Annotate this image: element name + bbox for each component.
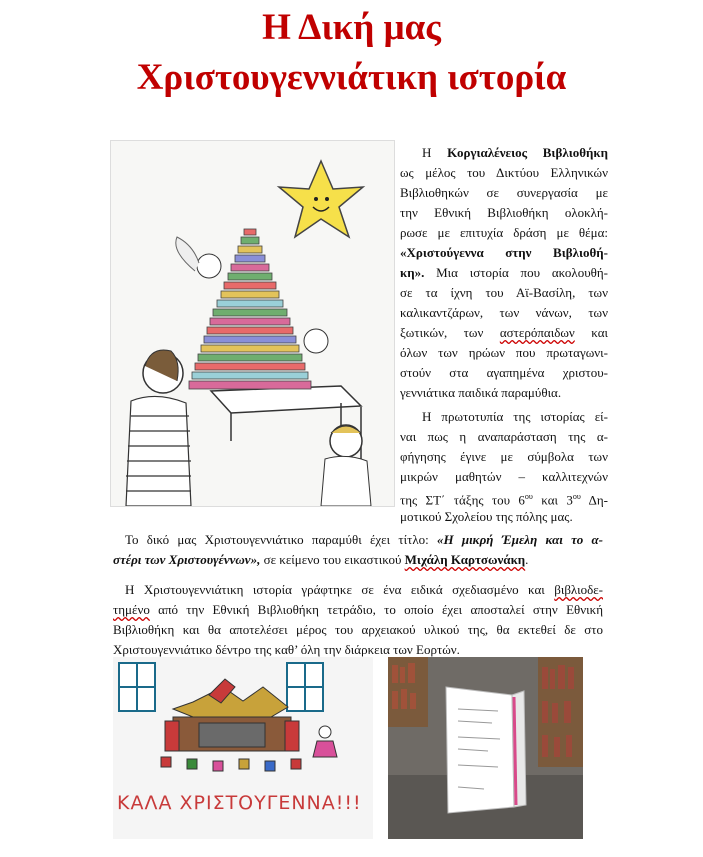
book-tree-drawing [110, 140, 395, 507]
story-text: Το δικό μας Χριστουγεννιάτικο παραμύθι έχει τίτλο: [125, 532, 437, 547]
novelty-line: μοτικού Σχολείου της πόλης μας. [400, 509, 573, 524]
page-title-line-2: Χριστουγεννιάτικη ιστορία [136, 57, 567, 98]
intro-line: την Εθνική Βιβλιοθήκη ολοκλή- [400, 205, 608, 220]
written-line: Χριστουγεννιάτικο δέντρο της καθ’ όλη την διάρκεια των Εορτών. [113, 642, 460, 657]
novelty-line: φήγησης έγινε με σύμβολα των [400, 449, 608, 464]
intro-line [400, 263, 608, 283]
novelty-text: Η πρωτοτυπία της ιστορίας εί- [422, 409, 608, 424]
intro-line: όλων των ηρώων που πρωταγωνι- [400, 345, 608, 360]
novelty-line: μικρών μαθητών – καλλιτεχνών [400, 469, 608, 484]
intro-line: γεννιάτικα παιδικά παραμύθια. [400, 385, 562, 400]
intro-line: σε τα ίχνη του Αϊ-Βασίλη, των [400, 285, 608, 300]
intro-text: ξωτικών, των [400, 325, 500, 340]
notebook-photo-art [388, 657, 583, 839]
intro-line: ρωσε με επιτυχία δράση με θέμα: [400, 225, 608, 240]
christmas-card-art [113, 657, 373, 839]
written-line [113, 600, 603, 620]
intro-text: Η [422, 145, 448, 160]
intro-text: και [574, 325, 609, 340]
ordinal-suffix: ου [524, 492, 533, 501]
story-line [113, 550, 603, 570]
story-title: «Η μικρή Έμελη και το α- [436, 532, 603, 547]
intro-line [400, 323, 608, 343]
page-title-line-1: Η Δική μας [262, 7, 441, 48]
written-text: από την Εθνική Βιβλιοθήκη τετράδιο, το οποίο έχει αποσταλεί στην Εθνική [149, 602, 603, 617]
ordinal-suffix: ου [572, 492, 581, 501]
intro-line: Βιβλιοθηκών σε συνεργασία με [400, 185, 608, 200]
notebook-photo [388, 657, 583, 839]
story-title-end: στέρι των Χριστουγέννων», [113, 552, 261, 567]
novelty-line [400, 407, 608, 427]
library-name: Κοργιαλένειος Βιβλιοθήκη [447, 145, 608, 160]
novelty-text: και 3 [532, 492, 573, 508]
event-theme-end: κη». [400, 265, 425, 280]
intro-line: στούν στα αγαπημένα χριστου- [400, 365, 608, 380]
intro-line: καλικαντζάρων, των νάνων, των [400, 305, 608, 320]
story-text: . [525, 552, 529, 567]
event-theme: «Χριστούγεννα στην Βιβλιοθή- [400, 245, 608, 260]
misspelled-word: αστερόπαιδων [499, 325, 575, 340]
intro-line [400, 243, 608, 263]
intro-line [400, 143, 608, 163]
artist-name: Μιχάλη Καρτσωνάκη [404, 552, 526, 567]
misspelled-word: βιβλιοδε- [554, 582, 603, 597]
story-line [113, 530, 603, 550]
written-line [113, 580, 603, 600]
novelty-line: ναι πως η αναπαράσταση της α- [400, 429, 608, 444]
written-line: Βιβλιοθήκη και θα αποτελέσει μέρος του αρχειακού υλικού της, θα εκτεθεί δε στο [113, 622, 603, 637]
book-tree-drawing-art [111, 141, 394, 506]
intro-line: ως μέλος του Δικτύου Ελληνικών [400, 165, 608, 180]
novelty-text: Δη- [580, 492, 608, 508]
card-greeting: ΚΑΛΑ ΧΡΙΣΤΟΥΓΕΝΝΑ!!! [117, 792, 362, 814]
written-text: Η Χριστουγεννιάτικη ιστορία γράφτηκε σε ένα ειδικά σχεδιασμένο και [125, 582, 555, 597]
story-text: σε κείμενο του εικαστικού [260, 552, 405, 567]
intro-text: Μια ιστορία που ακολουθή- [424, 265, 608, 280]
novelty-text: της ΣΤ΄ τάξης του 6 [400, 492, 525, 508]
christmas-card-photo [113, 657, 373, 839]
misspelled-word: τημένο [113, 602, 150, 617]
